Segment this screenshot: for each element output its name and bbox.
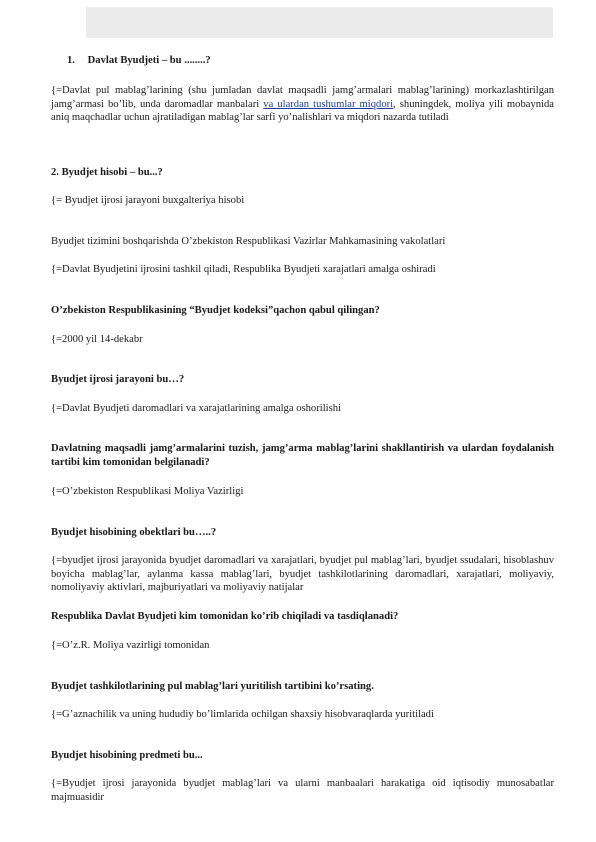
answer-6: {=O’zbekiston Respublikasi Moliya Vazirligi	[51, 486, 244, 497]
answer-5: {=Davlat Byudjeti daromadlari va xarajatlarining amalga oshorilishi	[51, 403, 341, 414]
question-4: O’zbekiston Respublikasining “Byudjet kodeksi”qachon qabul qilingan?	[51, 305, 380, 316]
question-7: Byudjet hisobining obektlari bu…..?	[51, 527, 217, 538]
answer-1	[51, 84, 554, 125]
question-5: Byudjet ijrosi jarayoni bu…?	[51, 374, 185, 385]
list-number: 1.	[67, 55, 75, 66]
answer-7: {=byudjet ijrosi jarayonida byudjet daromadlari va xarajatlari, byudjet pul mablag’lari, byudjet ssudalari, hisoblashuv boyicha mablag’lar, aylanma kassa mablag’lari, byudjet tashkilotlarining daromadlari, xarajatlari, moliyaviy, nomoliyaviy aktivlari, majburiyatlari va moliyaviy natijalar	[51, 555, 554, 594]
answer-2: {= Byudjet ijrosi jarayoni buxgalteriya hisobi	[51, 195, 245, 206]
answer-8: {=O’z.R. Moliya vazirligi tomonidan	[51, 640, 210, 651]
answer-3: {=Davlat Byudjetini ijrosini tashkil qiladi, Respublika Byudjeti xarajatlari amalga oshiradi	[51, 264, 436, 275]
question-6: Davlatning maqsadli jamg’armalarini tuzish, jamg’arma mablag’larini shakllantirish va ulardan foydalanish tartibi kim tomonidan belgilanadi?	[51, 443, 554, 468]
answer-10: {=Byudjet ijrosi jarayonida byudjet mablag’lari va ularni manbaalari harakatiga oid iqtisodiy munosabatlar majmuasidir	[51, 778, 554, 803]
question-9: Byudjet tashkilotlarining pul mablag’lari yuritilish tartibini ko’rsating.	[51, 681, 374, 692]
question-1	[67, 54, 554, 68]
answer-link[interactable]: va ulardan tushumlar miqdori	[263, 98, 394, 110]
answer-9: {=G’aznachilik va uning hududiy bo’limlarida ochilgan shaxsiy hisobvaraqlarda yuritiladi	[51, 709, 434, 720]
header-bar	[86, 7, 553, 38]
answer-text-continued: , shuningdek, moliya yili mobaynida aniq maqchadlar uchun ajratiladigan mablag’lar sarfi yo’nalishlari va miqdori nazarda tutiladi	[51, 98, 555, 124]
question-8: Respublika Davlat Byudjeti kim tomonidan ko’rib chiqiladi va tasdiqlanadi?	[51, 611, 399, 622]
question-text: Davlat Byudjeti – bu ........?	[87, 55, 211, 66]
question-10: Byudjet hisobining predmeti bu...	[51, 750, 203, 761]
question-3: Byudjet tizimini boshqarishda O’zbekiston Respublikasi Vazirlar Mahkamasining vakolatlari	[51, 236, 446, 247]
question-2: 2. Byudjet hisobi – bu...?	[51, 167, 163, 178]
answer-text: {=Davlat pul mablag’larining (shu jumladan davlat maqsadli jamg’armalari mablag’larining) morkazlashtirilgan jamg’armasi bo’lib, unda daromadlar manbalari	[51, 85, 554, 110]
answer-4: {=2000 yil 14-dekabr	[51, 334, 143, 345]
